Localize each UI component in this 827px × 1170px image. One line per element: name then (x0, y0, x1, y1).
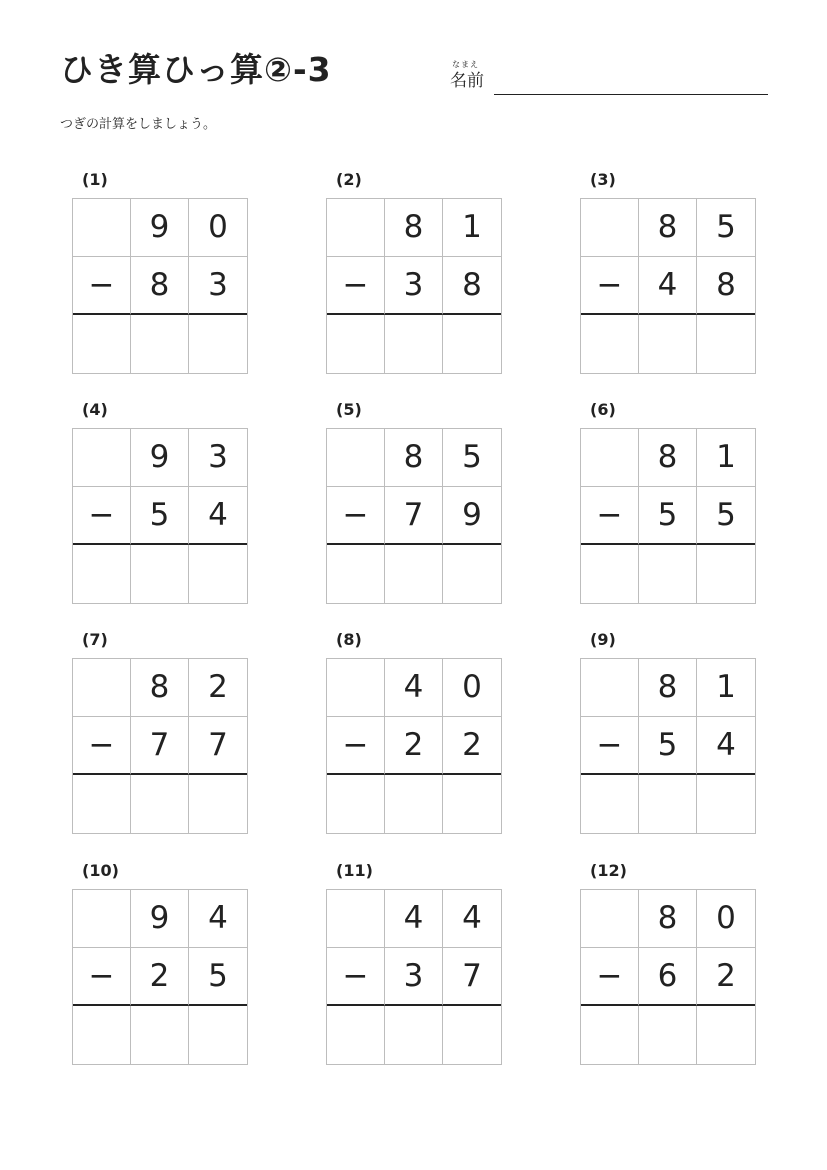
top-tens-digit: 8 (639, 659, 697, 717)
minus-sign: − (581, 257, 639, 315)
minus-sign: − (73, 948, 131, 1006)
bottom-ones-digit: 8 (443, 257, 501, 315)
bottom-ones-digit: 8 (697, 257, 755, 315)
blank-cell (581, 429, 639, 487)
answer-hundreds-cell[interactable] (581, 775, 639, 833)
answer-ones-cell[interactable] (443, 545, 501, 603)
answer-hundreds-cell[interactable] (327, 775, 385, 833)
answer-ones-cell[interactable] (189, 545, 247, 603)
minus-sign: − (73, 487, 131, 545)
top-ones-digit: 0 (443, 659, 501, 717)
top-tens-digit: 8 (385, 429, 443, 487)
bottom-tens-digit: 3 (385, 257, 443, 315)
bottom-ones-digit: 5 (697, 487, 755, 545)
problem-number: (12) (590, 861, 627, 880)
top-tens-digit: 8 (131, 659, 189, 717)
top-tens-digit: 8 (639, 429, 697, 487)
answer-hundreds-cell[interactable] (581, 315, 639, 373)
top-tens-digit: 4 (385, 890, 443, 948)
problem-number: (3) (590, 170, 616, 189)
calculation-grid (326, 428, 502, 604)
answer-hundreds-cell[interactable] (73, 315, 131, 373)
answer-tens-cell[interactable] (639, 775, 697, 833)
top-tens-digit: 8 (385, 199, 443, 257)
minus-sign: − (581, 948, 639, 1006)
calculation-grid (580, 428, 756, 604)
top-tens-digit: 9 (131, 890, 189, 948)
answer-tens-cell[interactable] (131, 1006, 189, 1064)
problem-number: (11) (336, 861, 373, 880)
answer-hundreds-cell[interactable] (327, 315, 385, 373)
answer-tens-cell[interactable] (385, 545, 443, 603)
top-ones-digit: 1 (697, 659, 755, 717)
answer-tens-cell[interactable] (385, 315, 443, 373)
bottom-tens-digit: 5 (639, 487, 697, 545)
bottom-tens-digit: 5 (131, 487, 189, 545)
calculation-grid (72, 198, 248, 374)
answer-ones-cell[interactable] (189, 315, 247, 373)
answer-hundreds-cell[interactable] (327, 1006, 385, 1064)
calculation-grid (326, 889, 502, 1065)
answer-tens-cell[interactable] (385, 1006, 443, 1064)
problem-number: (5) (336, 400, 362, 419)
answer-tens-cell[interactable] (385, 775, 443, 833)
blank-cell (581, 890, 639, 948)
problem-number: (9) (590, 630, 616, 649)
bottom-tens-digit: 2 (131, 948, 189, 1006)
top-tens-digit: 9 (131, 199, 189, 257)
bottom-ones-digit: 5 (189, 948, 247, 1006)
worksheet-title: ひき算ひっ算②-3 (60, 50, 332, 89)
problem-number: (1) (82, 170, 108, 189)
minus-sign: − (327, 257, 385, 315)
calculation-grid (72, 428, 248, 604)
top-ones-digit: 4 (189, 890, 247, 948)
calculation-grid (580, 889, 756, 1065)
answer-hundreds-cell[interactable] (327, 545, 385, 603)
top-tens-digit: 8 (639, 890, 697, 948)
answer-ones-cell[interactable] (697, 775, 755, 833)
name-writing-line[interactable] (494, 94, 768, 95)
answer-tens-cell[interactable] (639, 545, 697, 603)
answer-tens-cell[interactable] (131, 775, 189, 833)
answer-tens-cell[interactable] (131, 315, 189, 373)
top-ones-digit: 4 (443, 890, 501, 948)
answer-tens-cell[interactable] (639, 315, 697, 373)
calculation-grid (580, 198, 756, 374)
calculation-grid (326, 198, 502, 374)
answer-ones-cell[interactable] (697, 315, 755, 373)
minus-sign: − (327, 487, 385, 545)
answer-hundreds-cell[interactable] (73, 545, 131, 603)
answer-ones-cell[interactable] (443, 315, 501, 373)
top-ones-digit: 5 (443, 429, 501, 487)
name-label: 名前 (450, 71, 484, 91)
bottom-tens-digit: 6 (639, 948, 697, 1006)
answer-hundreds-cell[interactable] (73, 1006, 131, 1064)
answer-tens-cell[interactable] (639, 1006, 697, 1064)
minus-sign: − (581, 717, 639, 775)
problem-number: (4) (82, 400, 108, 419)
answer-tens-cell[interactable] (131, 545, 189, 603)
top-ones-digit: 1 (697, 429, 755, 487)
minus-sign: − (73, 257, 131, 315)
problem-number: (7) (82, 630, 108, 649)
blank-cell (581, 199, 639, 257)
answer-ones-cell[interactable] (443, 1006, 501, 1064)
blank-cell (73, 429, 131, 487)
problem-number: (8) (336, 630, 362, 649)
calculation-grid (580, 658, 756, 834)
bottom-tens-digit: 3 (385, 948, 443, 1006)
blank-cell (327, 890, 385, 948)
minus-sign: − (327, 948, 385, 1006)
calculation-grid (72, 658, 248, 834)
answer-ones-cell[interactable] (189, 1006, 247, 1064)
calculation-grid (326, 658, 502, 834)
bottom-tens-digit: 7 (385, 487, 443, 545)
bottom-tens-digit: 4 (639, 257, 697, 315)
blank-cell (327, 659, 385, 717)
blank-cell (73, 199, 131, 257)
problem-number: (6) (590, 400, 616, 419)
bottom-tens-digit: 5 (639, 717, 697, 775)
blank-cell (73, 890, 131, 948)
minus-sign: − (327, 717, 385, 775)
top-ones-digit: 3 (189, 429, 247, 487)
top-tens-digit: 8 (639, 199, 697, 257)
top-ones-digit: 5 (697, 199, 755, 257)
top-tens-digit: 4 (385, 659, 443, 717)
bottom-ones-digit: 7 (443, 948, 501, 1006)
minus-sign: − (581, 487, 639, 545)
name-field[interactable] (450, 60, 770, 100)
bottom-tens-digit: 2 (385, 717, 443, 775)
answer-hundreds-cell[interactable] (581, 1006, 639, 1064)
answer-ones-cell[interactable] (443, 775, 501, 833)
bottom-ones-digit: 2 (697, 948, 755, 1006)
calculation-grid (72, 889, 248, 1065)
top-ones-digit: 1 (443, 199, 501, 257)
blank-cell (327, 429, 385, 487)
answer-ones-cell[interactable] (697, 1006, 755, 1064)
answer-ones-cell[interactable] (189, 775, 247, 833)
bottom-ones-digit: 3 (189, 257, 247, 315)
minus-sign: − (73, 717, 131, 775)
top-ones-digit: 2 (189, 659, 247, 717)
top-ones-digit: 0 (189, 199, 247, 257)
bottom-ones-digit: 4 (697, 717, 755, 775)
blank-cell (581, 659, 639, 717)
bottom-ones-digit: 7 (189, 717, 247, 775)
bottom-ones-digit: 2 (443, 717, 501, 775)
problem-number: (2) (336, 170, 362, 189)
answer-hundreds-cell[interactable] (581, 545, 639, 603)
bottom-ones-digit: 4 (189, 487, 247, 545)
problem-number: (10) (82, 861, 119, 880)
bottom-tens-digit: 7 (131, 717, 189, 775)
blank-cell (73, 659, 131, 717)
top-tens-digit: 9 (131, 429, 189, 487)
bottom-tens-digit: 8 (131, 257, 189, 315)
name-ruby: なまえ (452, 60, 479, 69)
instruction-text: つぎの計算をしましょう。 (60, 117, 217, 132)
bottom-ones-digit: 9 (443, 487, 501, 545)
answer-ones-cell[interactable] (697, 545, 755, 603)
blank-cell (327, 199, 385, 257)
top-ones-digit: 0 (697, 890, 755, 948)
answer-hundreds-cell[interactable] (73, 775, 131, 833)
